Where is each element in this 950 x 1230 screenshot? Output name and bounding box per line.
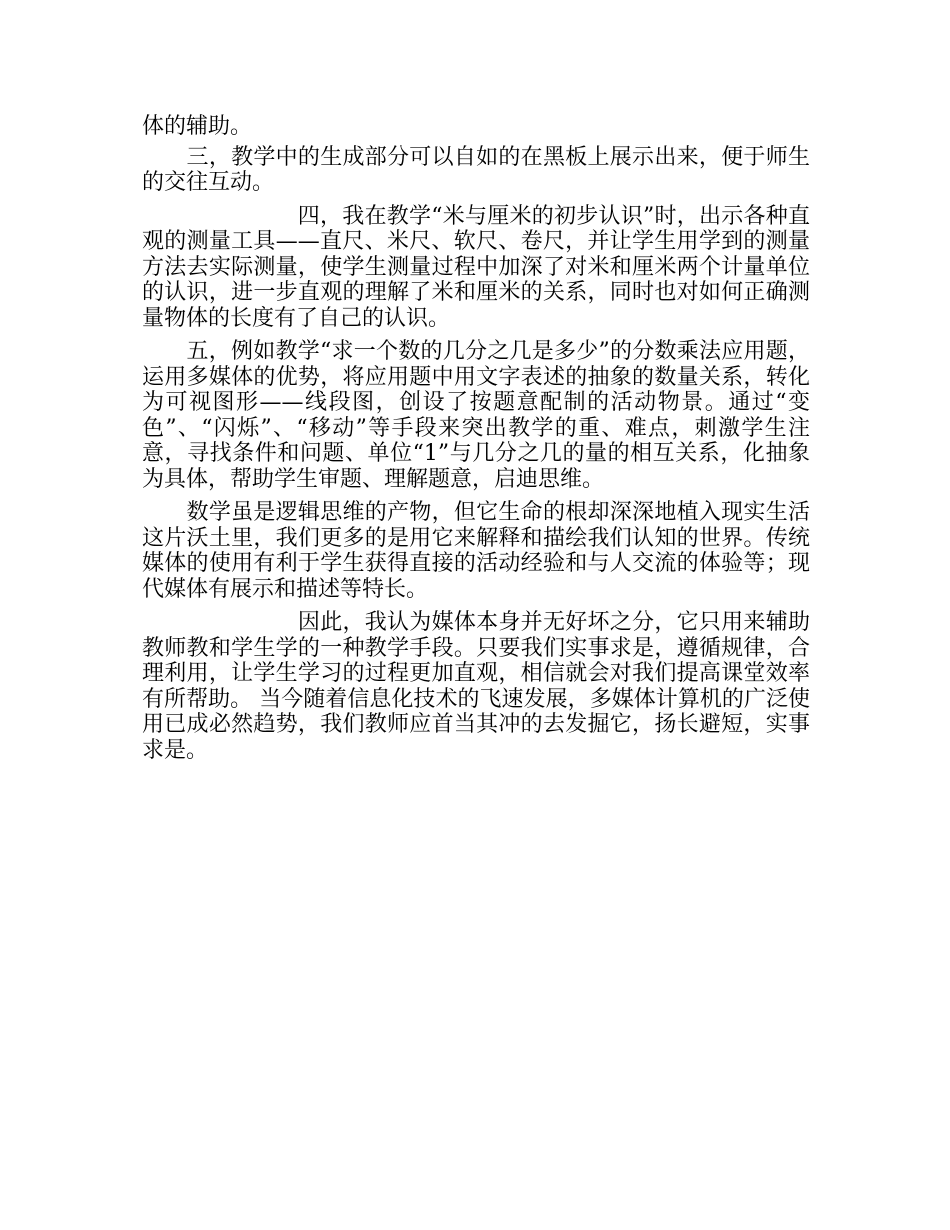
paragraph-four: 四，我在教学“米与厘米的初步认识”时，出示各种直观的测量工具——直尺、米尺、软尺、卷尺，并让学生用学到的测量方法去实际测量，使学生测量过程中加深了对米和厘米两个计量单位的认识，进一步直观的理解了米和厘米的关系，同时也对如何正确测量物体的长度有了自己的认识。	[142, 203, 810, 331]
paragraph-continuation: 体的辅助。	[142, 114, 253, 139]
paragraph-conclusion: 因此，我认为媒体本身并无好坏之分，它只用来辅助教师教和学生学的一种教学手段。只要我们实事求是，遵循规律，合理利用，让学生学习的过程更加直观，相信就会对我们提高课堂效率有所帮助。 当今随着信息化技术的飞速发展，多媒体计算机的广泛使用已成必然趋势，我们教师应首当其冲的去发掘它，扬长避短，实事求是。	[142, 610, 810, 763]
paragraph-three: 三，教学中的生成部分可以自如的在黑板上展示出来，便于师生的交往互动。	[142, 144, 810, 195]
paragraph-five: 五，例如教学“求一个数的几分之几是多少”的分数乘法应用题，运用多媒体的优势，将应用题中用文字表述的抽象的数量关系，转化为可视图形——线段图，创设了按题意配制的活动物景。通过“变色”、“闪烁”、“移动”等手段来突出教学的重、难点，刺激学生注意，寻找条件和问题、单位“1”与几分之几的量的相互关系，化抽象为具体，帮助学生审题、理解题意，启迪思维。	[142, 339, 810, 492]
paragraph-math-reality: 数学虽是逻辑思维的产物，但它生命的根却深深地植入现实生活这片沃土里，我们更多的是用它来解释和描绘我们认知的世界。传统媒体的使用有利于学生获得直接的活动经验和与人交流的体验等；现代媒体有展示和描述等特长。	[142, 500, 810, 602]
document-body	[142, 114, 810, 763]
